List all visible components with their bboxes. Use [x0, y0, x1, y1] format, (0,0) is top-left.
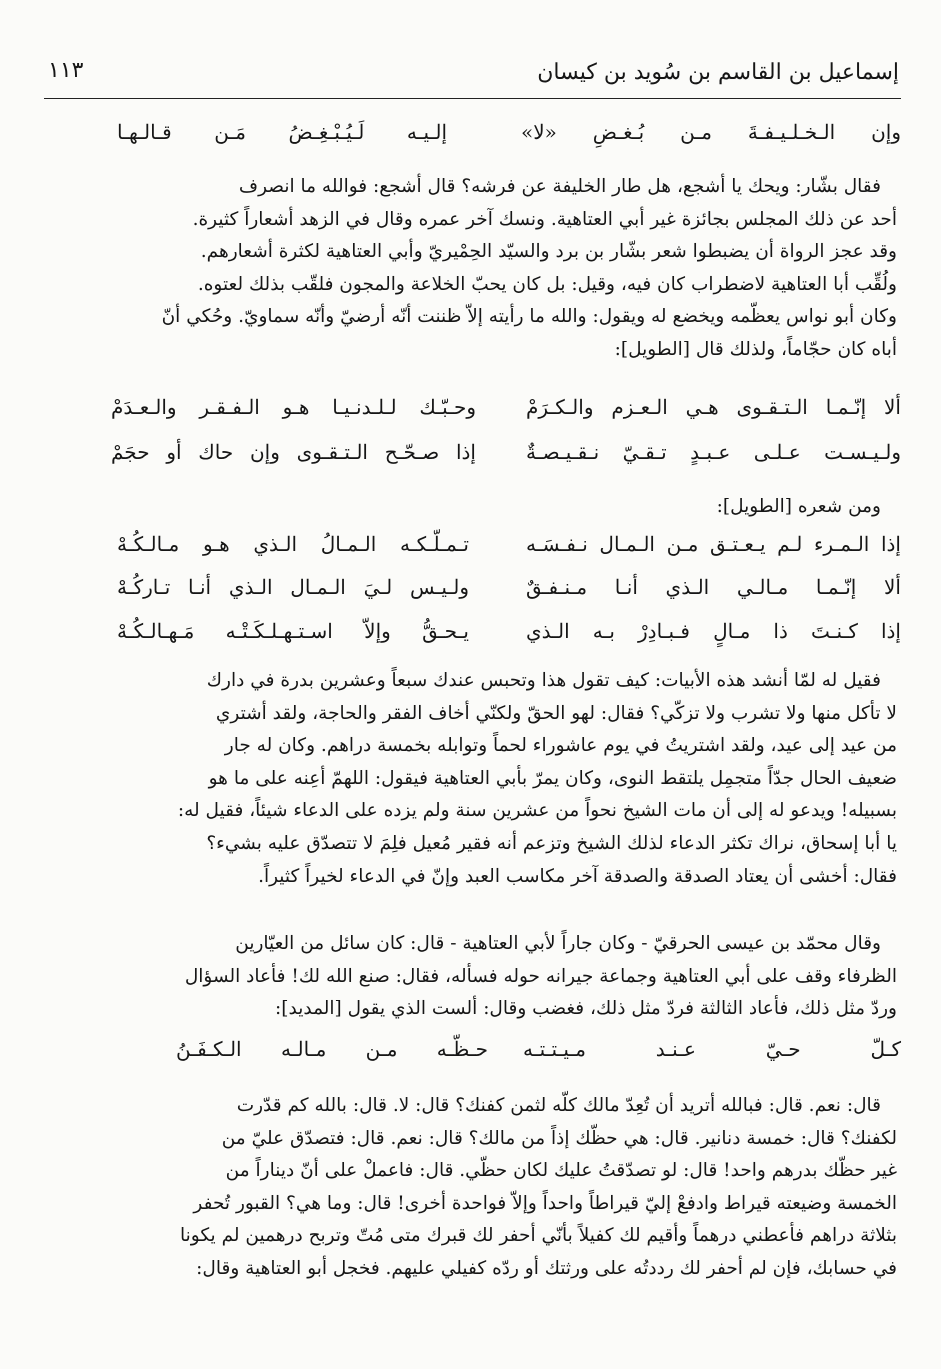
text-line: بثلاثة دراهم فأعطني درهماً وأقيم لك كفيلاً بأنّي أحفر لك قبرك متى مُتّ وتربح درهمين لم يكونا: [179, 1225, 897, 1247]
text-line: في حسابك، فإن لم أحفر لك رددتُه على ورثتك أو ردّه كفيلي عليهم. فخجل أبو العتاهية وقال:: [196, 1257, 897, 1279]
verse-second-hemistich: ولـيـس لـيَ الـمـال الـذي أنـا تـاركُـهْ: [117, 575, 469, 599]
paragraph-2: [67, 665, 897, 893]
page-number: ١١٣: [48, 58, 84, 83]
text-line: أحد عن ذلك المجلس بجائزة غير أبي العتاهية. ونسك آخر عمره وقال في الزهد أشعاراً كثيرة.: [192, 208, 897, 230]
poem1-verse-1: [71, 395, 901, 429]
verse-second-hemistich: وحـبّـك لـلـدنـيـا هـو الـفـقـر والـعـدَمْ: [111, 395, 476, 419]
verse-first-hemistich: ولـيـسـت عـلـى عـبـدٍ تـقـيّ نـقـيـصـةٌ: [526, 440, 901, 464]
paragraph-3: [67, 928, 897, 1026]
text-line: بسبيله! ويدعو له إلى أن مات الشيخ نحواً من عشرين سنة ولم يزده على الدعاء شيئاً، فقيل له:: [177, 800, 897, 822]
text-line: ومن شعره [الطويل]:: [716, 496, 881, 517]
paragraph-4: [67, 1090, 897, 1286]
poem2-verse-3: [71, 619, 901, 653]
text-line: فقيل له لمّا أنشد هذه الأبيات: كيف تقول هذا وتحبس عندك سبعاً وعشرين بدرة في دارك: [206, 670, 881, 691]
header-rule: [44, 98, 901, 99]
text-line: أباه كان حجّاماً، ولذلك قال [الطويل]:: [614, 338, 897, 360]
text-line: من عيد إلى عيد، ولقد اشتريتُ في يوم عاشوراء لحماً وتوابله بخمسة دراهم. وكان له جار: [224, 735, 897, 757]
verse-top: [71, 120, 901, 154]
verse-first-hemistich: كـلّ حـيّ عـنـد مـيـتـتـه: [523, 1037, 901, 1061]
verse-second-hemistich: تـمـلّـكـه الـمـالُ الـذي هـو مـالـكُـهْ: [117, 532, 469, 556]
text-line: وقد عجز الرواة أن يضبطوا شعر بشّار بن برد والسيّد الحِمْيريّ وأبي العتاهية لكثرة أشعارهم.: [200, 241, 897, 263]
text-line: لكفنك؟ قال: خمسة دنانير. قال: هي حظّك إذاً من مالك؟ قال: نعم. قال: فتصدّق عليّ من: [221, 1127, 897, 1149]
verse-first-hemistich: ألا إنّـمـا الـتـقـوى هـي الـعـزم والـكـرَمْ: [526, 395, 901, 419]
poem1-verse-2: [71, 440, 901, 474]
text-line: وقال محمّد بن عيسى الحرقيّ - وكان جاراً لأبي العتاهية - قال: كان سائل من العيّارين: [235, 933, 881, 954]
text-line: وكان أبو نواس يعظّمه ويخضع له ويقول: والله ما رأيته إلاّ ظننت أنّه أرضيّ وأنّه سماويّ. وحُكي أنّ: [161, 306, 897, 328]
text-line: يا أبا إسحاق، نراك تكثر الدعاء لذلك الشيخ وتزعم أنه فقير مُعيل فلِمَ لا تتصدّق عليه بشيء؟: [206, 832, 897, 854]
poem2-verse-2: [71, 575, 901, 609]
poem2-intro: [67, 491, 897, 524]
text-line: فقال بشّار: ويحك يا أشجع، هل طار الخليفة عن فرشه؟ قال أشجع: فوالله ما انصرف: [238, 176, 881, 197]
verse-first-hemistich: إذا كـنـتَ ذا مـالٍ فـبـادِرْ بـه الـذي: [526, 619, 901, 643]
text-line: وردّ مثل ذلك، فأعاد الثالثة فردّ مثل ذلك، فغضب وقال: ألست الذي يقول [المديد]:: [275, 998, 897, 1020]
running-header-title: إسماعيل بن القاسم بن سُويد بن كيسان: [537, 60, 899, 85]
verse-first-hemistich: وإن الـخـلـيـفـةَ مـن بُـغـضِ «لا»: [521, 120, 901, 144]
verse-second-hemistich: إذا صـحّـح الـتـقـوى وإن حاك أو حجَمْ: [111, 440, 476, 464]
text-line: ضعيف الحال جدّاً متجمِل يلتقط النوى، وكان يمرّ بأبي العتاهية فيقول: اللهمّ أعِنه على ما هو: [208, 767, 897, 789]
paragraph-1: [67, 171, 897, 367]
verse-mid: [71, 1037, 901, 1071]
text-line: فقال: أخشى أن يعتاد الصدقة والصدقة آخر مكاسب العبد وإنّ في الدعاء لخيراً كثيراً.: [258, 865, 897, 887]
text-line: لا تأكل منها ولا تشرب ولا تزكّي؟ فقال: لهو الحقّ ولكنّي أخاف الفقر والحاجة، ولقد أشتري: [215, 702, 897, 724]
text-line: ولُقِّب أبا العتاهية لاضطراب كان فيه، وقيل: بل كان يحبّ الخلاعة والمجون فلقّب بذلك لعتوه.: [197, 273, 897, 295]
text-line: غير حظّك بدرهم واحد! قال: لو تصدّقتُ عليك لكان حظّي. قال: فاعملْ على أنّ ديناراً من: [225, 1160, 897, 1182]
verse-first-hemistich: ألا إنّـمـا مـالـي الـذي أنـا مـنـفـقٌ: [526, 575, 901, 599]
verse-first-hemistich: إذا الـمـرء لـم يـعـتـق مـن الـمـال نـفـسَـه: [526, 532, 901, 556]
text-line: قال: نعم. قال: فبالله أتريد أن تُعِدّ مالك كلّه لثمن كفنك؟ قال: لا. قال: بالله كم قدّرت: [236, 1095, 881, 1116]
text-line: الخمسة وضيعته قيراط وادفعْ إليّ قيراطاً واحداً وإلاّ فواحدة أخرى! قال: وما هي؟ القبور تُحفر: [193, 1192, 897, 1214]
text-line: الظرفاء وقف على أبي العتاهية وجماعة جيرانه حوله فسأله، فقال: صنع الله لك! فأعاد السؤال: [184, 965, 897, 987]
verse-second-hemistich: يـحـقُّ وإلاّ اسـتـهـلـكَـتْـه مَـهـالـكُـهْ: [117, 619, 469, 643]
poem2-verse-1: [71, 532, 901, 566]
verse-second-hemistich: إلـيـه لَـيُـبْـغِـضُ مَـن قـالـهـا: [117, 120, 447, 144]
verse-second-hemistich: حـظّـه مـن مـالـه الـكـفَـنُ: [176, 1037, 488, 1061]
